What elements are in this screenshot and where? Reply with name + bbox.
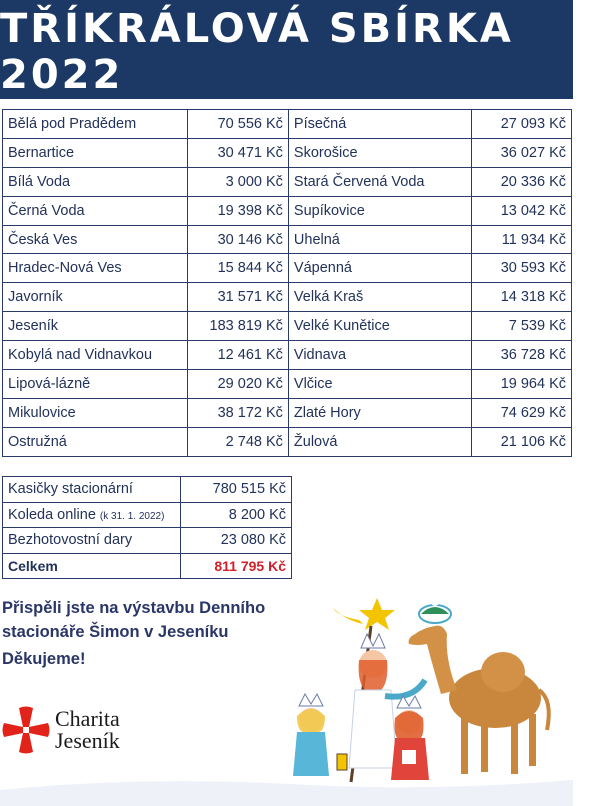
municipality-name: Černá Voda	[3, 196, 188, 225]
table-row	[3, 167, 572, 196]
camel-icon	[409, 598, 549, 774]
summary-label: Bezhotovostní dary	[3, 528, 181, 554]
king-k-icon	[293, 694, 347, 776]
collection-amount: 11 934 Kč	[471, 225, 571, 254]
table-row	[3, 254, 572, 283]
municipality-name: Vápenná	[288, 254, 471, 283]
header-banner	[0, 0, 573, 99]
king-b-icon	[391, 696, 429, 780]
collection-amount: 74 629 Kč	[471, 398, 571, 427]
summary-label: Koleda online	[8, 506, 96, 523]
table-row	[3, 196, 572, 225]
star-icon	[359, 598, 395, 630]
table-row	[3, 398, 572, 427]
municipality-name: Skorošice	[288, 138, 471, 167]
total-label: Celkem	[3, 553, 181, 579]
collection-amount: 2 748 Kč	[187, 427, 288, 456]
collection-amount: 30 471 Kč	[187, 138, 288, 167]
municipality-name: Bernartice	[3, 138, 188, 167]
municipality-name: Česká Ves	[3, 225, 188, 254]
municipality-name: Písečná	[288, 110, 471, 139]
table-row	[3, 283, 572, 312]
summary-table	[2, 476, 292, 579]
municipality-name: Zlaté Hory	[288, 398, 471, 427]
collection-amount: 15 844 Kč	[187, 254, 288, 283]
collection-amount: 27 093 Kč	[471, 110, 571, 139]
table-row	[3, 225, 572, 254]
table-row	[3, 138, 572, 167]
municipality-name: Vidnava	[288, 341, 471, 370]
summary-row-dary	[3, 528, 292, 554]
municipality-name: Javorník	[3, 283, 188, 312]
collection-amount: 70 556 Kč	[187, 110, 288, 139]
three-kings-camel-illustration	[285, 590, 573, 800]
municipality-name: Mikulovice	[3, 398, 188, 427]
collection-amount: 36 728 Kč	[471, 341, 571, 370]
summary-amount: 780 515 Kč	[181, 477, 292, 503]
logo-line-1: Charita	[55, 706, 120, 731]
table-row	[3, 110, 572, 139]
charita-logo	[2, 706, 120, 754]
municipality-name: Uhelná	[288, 225, 471, 254]
collection-amount: 12 461 Kč	[187, 341, 288, 370]
municipality-name: Velké Kunětice	[288, 312, 471, 341]
thank-you-text: Děkujeme!	[2, 650, 86, 668]
collection-amount: 19 964 Kč	[471, 370, 571, 399]
collection-amount: 30 593 Kč	[471, 254, 571, 283]
page-title: TŘÍKRÁLOVÁ SBÍRKA 2022	[0, 5, 514, 98]
municipality-name: Lipová-lázně	[3, 370, 188, 399]
municipality-name: Stará Červená Voda	[288, 167, 471, 196]
collection-amount: 21 106 Kč	[471, 427, 571, 456]
table-row	[3, 341, 572, 370]
collection-amount: 7 539 Kč	[471, 312, 571, 341]
table-row	[3, 427, 572, 456]
right-margin	[573, 0, 589, 806]
municipality-name: Vlčice	[288, 370, 471, 399]
logo-text	[55, 708, 120, 752]
summary-row-kasicky	[3, 477, 292, 503]
summary-note: (k 31. 1. 2022)	[99, 510, 165, 522]
table-row	[3, 312, 572, 341]
collection-amount: 31 571 Kč	[187, 283, 288, 312]
collection-amount: 14 318 Kč	[471, 283, 571, 312]
summary-amount: 23 080 Kč	[181, 528, 292, 554]
collection-amount: 19 398 Kč	[187, 196, 288, 225]
summary-label-cell	[3, 502, 181, 528]
charita-cross-icon	[2, 706, 50, 754]
municipality-name: Ostružná	[3, 427, 188, 456]
municipality-name: Žulová	[288, 427, 471, 456]
summary-amount: 8 200 Kč	[181, 502, 292, 528]
total-amount: 811 795 Kč	[181, 553, 292, 579]
logo-line-2: Jeseník	[55, 728, 120, 753]
municipality-name: Kobylá nad Vidnavkou	[3, 341, 188, 370]
collection-amount: 3 000 Kč	[187, 167, 288, 196]
collection-amount: 30 146 Kč	[187, 225, 288, 254]
contribution-message: Přispěli jste na výstavbu Denního stacionáře Šimon v Jeseníku	[2, 599, 266, 641]
collection-table	[2, 109, 572, 457]
table-row	[3, 370, 572, 399]
municipality-name: Jeseník	[3, 312, 188, 341]
municipality-name: Bělá pod Pradědem	[3, 110, 188, 139]
collection-amount: 20 336 Kč	[471, 167, 571, 196]
summary-row-total	[3, 553, 292, 579]
collection-amount: 183 819 Kč	[187, 312, 288, 341]
summary-row-online	[3, 502, 292, 528]
collection-table-body	[3, 110, 572, 457]
municipality-name: Supíkovice	[288, 196, 471, 225]
collection-amount: 29 020 Kč	[187, 370, 288, 399]
municipality-name: Hradec-Nová Ves	[3, 254, 188, 283]
municipality-name: Velká Kraš	[288, 283, 471, 312]
collection-amount: 36 027 Kč	[471, 138, 571, 167]
summary-label: Kasičky stacionární	[3, 477, 181, 503]
municipality-name: Bílá Voda	[3, 167, 188, 196]
collection-amount: 13 042 Kč	[471, 196, 571, 225]
collection-amount: 38 172 Kč	[187, 398, 288, 427]
